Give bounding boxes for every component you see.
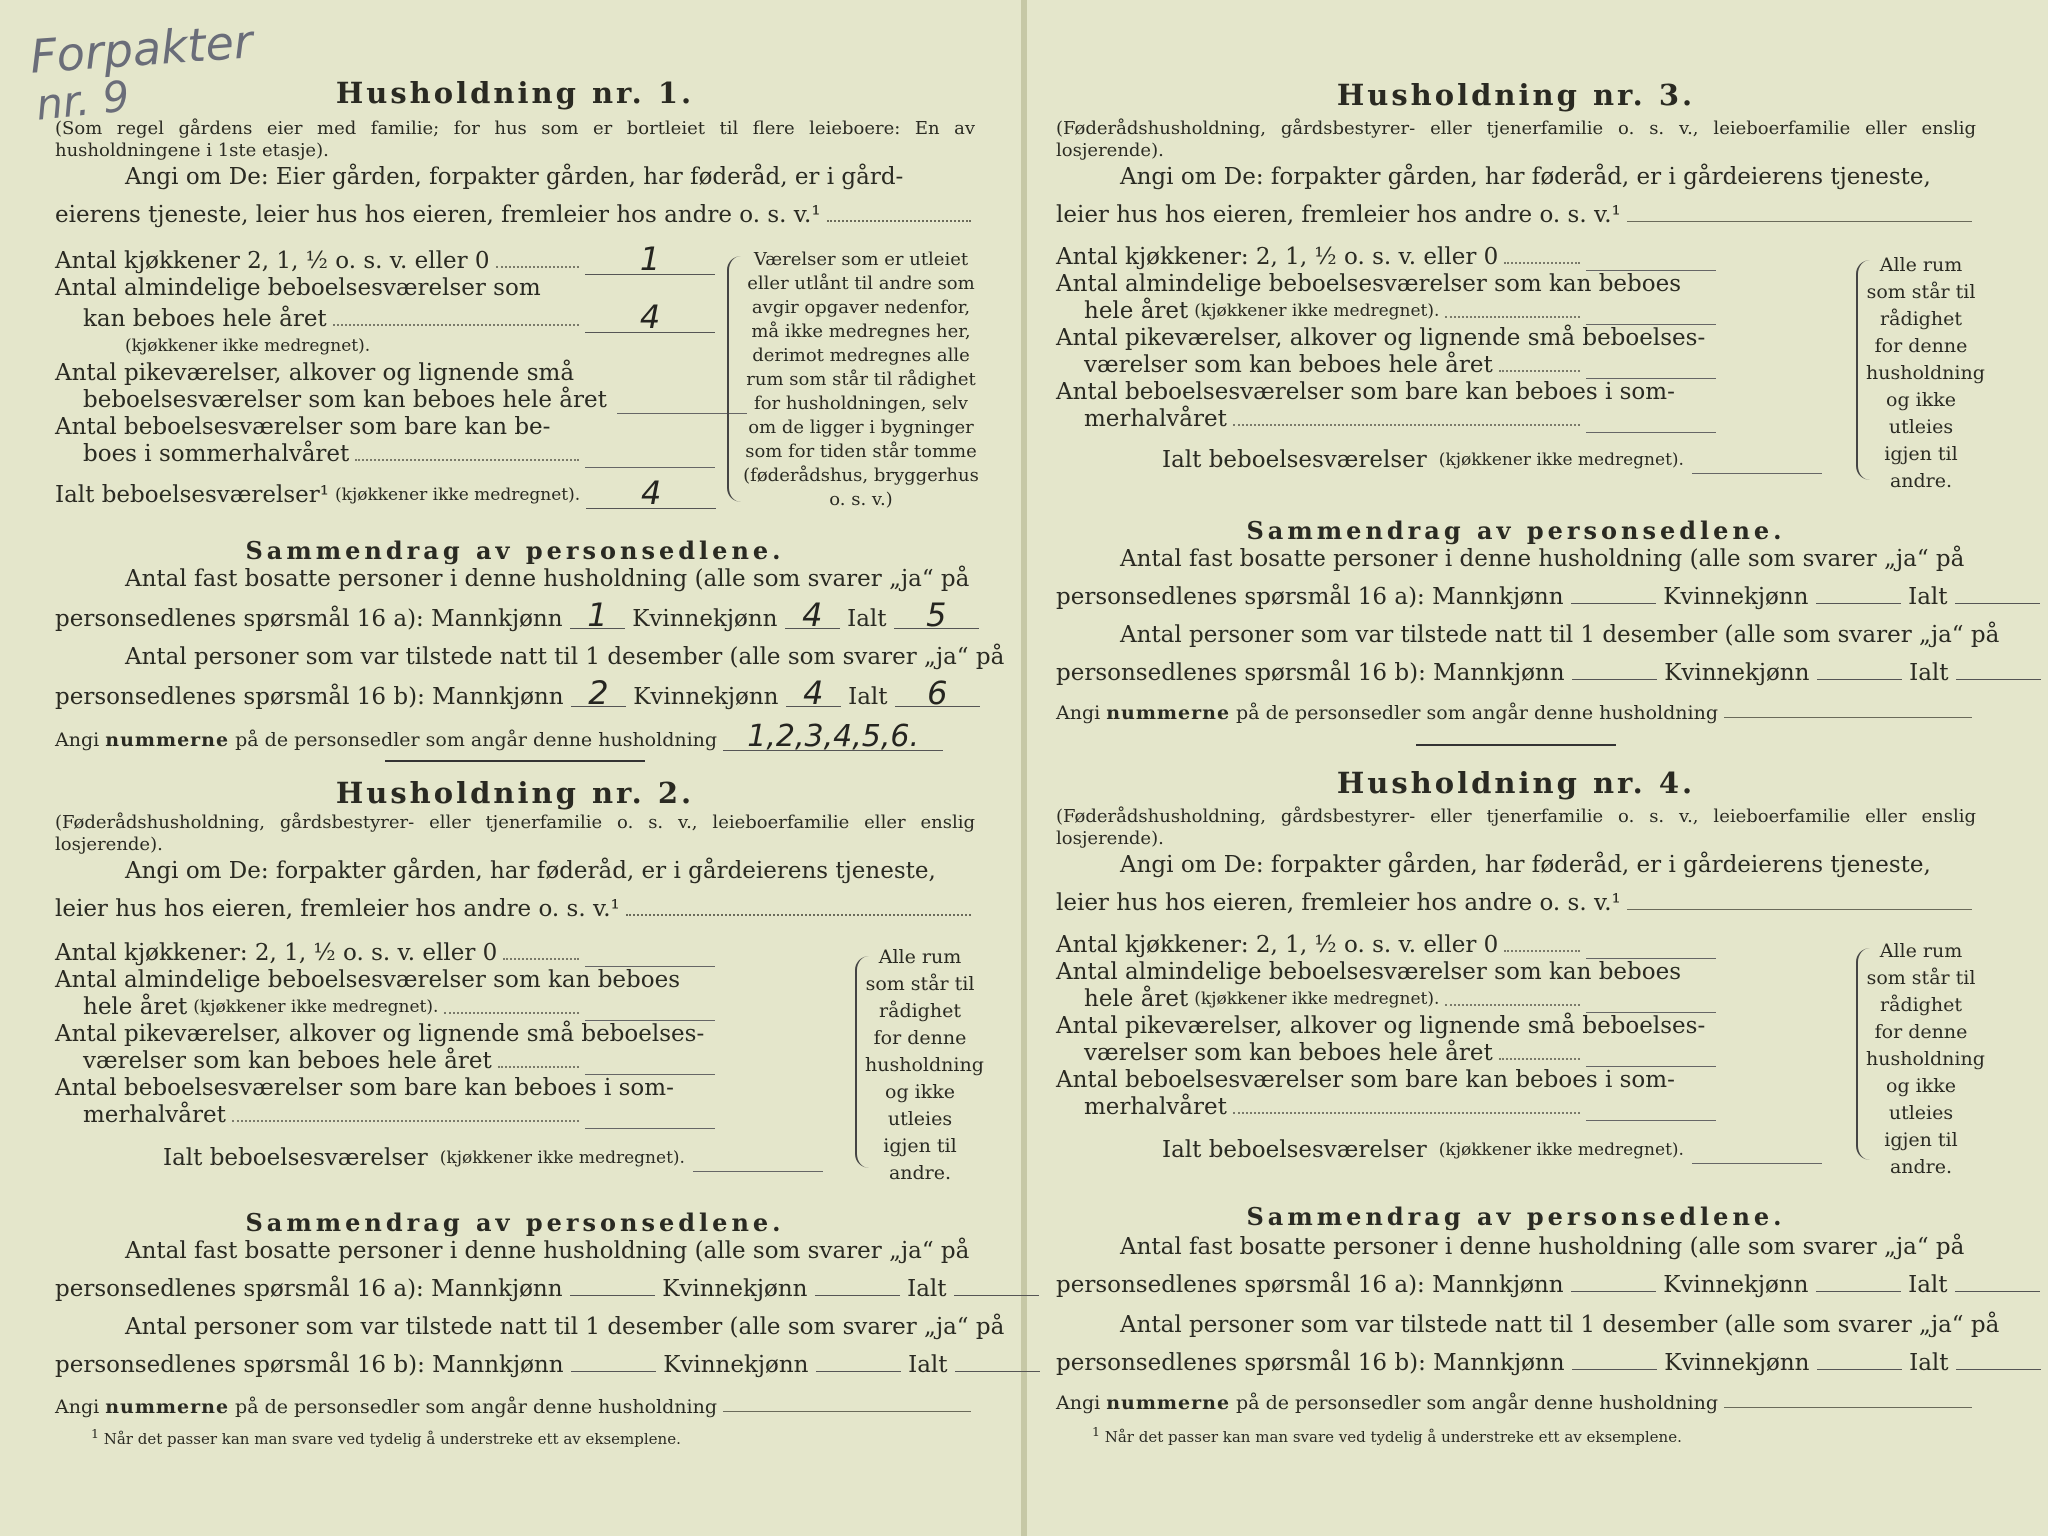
h2-til-mann-label: personsedlenes spørsmål 16 b): Mannkjønn bbox=[55, 1352, 564, 1378]
h1-fast-kvinne[interactable]: 4 bbox=[785, 602, 840, 629]
h3-fast-line-2 bbox=[1056, 584, 2040, 610]
h1-alm-row-2 bbox=[55, 298, 715, 336]
h1-fast-ialt-label: Ialt bbox=[847, 606, 887, 632]
h4-alm-row-1 bbox=[1056, 959, 1716, 986]
h3-angi-line-1: Angi om De: forpakter gården, har føderåd, er i gårdeierens tjeneste, bbox=[1120, 164, 1931, 190]
h2-angi-line-1: Angi om De: forpakter gården, har føderåd, er i gårdeierens tjeneste, bbox=[125, 858, 936, 884]
h1-ialt-small: (kjøkkener ikke medregnet). bbox=[335, 485, 581, 505]
h1-angi-answer-line[interactable] bbox=[827, 220, 971, 222]
dots bbox=[333, 324, 579, 326]
h1-title: Husholdning nr. 1. bbox=[335, 76, 695, 110]
h1-fast-ialt[interactable]: 5 bbox=[894, 602, 979, 629]
h3-fast-mann-label: personsedlenes spørsmål 16 a): Mannkjønn bbox=[1056, 584, 1564, 610]
left-footnote-text: Når det passer kan man svare ved tydelig å understreke ett av eksemplene. bbox=[103, 1430, 681, 1448]
h4-til-kvinne-label: Kvinnekjønn bbox=[1664, 1350, 1810, 1376]
h2-tilstede-line-2 bbox=[55, 1352, 1040, 1378]
h4-ialt-label: Ialt beboelsesværelser bbox=[1162, 1137, 1427, 1163]
h1-til-kvinne[interactable]: 4 bbox=[786, 680, 841, 707]
h2-sum-title: Sammendrag av personsedlene. bbox=[245, 1208, 785, 1237]
h2-nummerne-post: på de personsedler som angår denne husholdning bbox=[235, 1396, 717, 1418]
h3-angi-answer-line[interactable] bbox=[1627, 221, 1972, 222]
h2-fast-mann[interactable] bbox=[570, 1293, 655, 1296]
h4-title: Husholdning nr. 4. bbox=[1336, 766, 1696, 800]
h4-alm-row-2 bbox=[1056, 986, 1716, 1013]
h4-ialt-small: (kjøkkener ikke medregnet). bbox=[1438, 1140, 1684, 1160]
h3-ialt-small: (kjøkkener ikke medregnet). bbox=[1438, 450, 1684, 470]
h2-sommer-value[interactable] bbox=[585, 1126, 715, 1129]
h4-pike-label-1: Antal pikeværelser, alkover og lignende små beboelses- bbox=[1056, 1013, 1706, 1039]
h2-nummerne-pre: Angi bbox=[55, 1396, 100, 1418]
h1-side-bracket bbox=[727, 256, 741, 502]
h3-pike-label-2: værelser som kan beboes hele året bbox=[1084, 352, 1493, 378]
h1-pike-row-1 bbox=[55, 360, 715, 387]
dots bbox=[503, 958, 579, 960]
h4-tilstede-line-2 bbox=[1056, 1350, 2041, 1376]
h3-rooms bbox=[1056, 244, 1716, 474]
h3-sommer-value[interactable] bbox=[1586, 430, 1716, 433]
h4-alm-label-1: Antal almindelige beboelsesværelser som kan beboes bbox=[1056, 959, 1682, 985]
h1-sommer-value[interactable] bbox=[585, 465, 715, 468]
dots bbox=[498, 1066, 579, 1068]
h2-ialt-label: Ialt beboelsesværelser bbox=[163, 1145, 428, 1171]
h3-til-mann[interactable] bbox=[1572, 677, 1657, 680]
h2-alm-label-3: (kjøkkener ikke medregnet). bbox=[193, 997, 439, 1017]
h4-ialt-row bbox=[1056, 1137, 1716, 1164]
h2-sommer-label-2: merhalvåret bbox=[83, 1102, 226, 1128]
h4-til-ialt[interactable] bbox=[1956, 1367, 2041, 1370]
h4-pike-label-2: værelser som kan beboes hele året bbox=[1084, 1040, 1493, 1066]
h3-nummerne-bold: nummerne bbox=[1106, 702, 1231, 724]
h2-alm-label-2: hele året bbox=[83, 994, 188, 1020]
h3-alm-label-2: hele året bbox=[1084, 298, 1189, 324]
h1-sommer-row-1 bbox=[55, 414, 715, 441]
h2-pike-row-1 bbox=[55, 1021, 715, 1048]
dots bbox=[1504, 262, 1580, 264]
h2-title: Husholdning nr. 2. bbox=[335, 776, 695, 810]
h4-til-mann[interactable] bbox=[1572, 1367, 1657, 1370]
h3-kjokken-label: Antal kjøkkener: 2, 1, ½ o. s. v. eller 0 bbox=[1056, 244, 1499, 270]
h3-nummerne-pre: Angi bbox=[1056, 702, 1101, 724]
h1-tilstede-line-1: Antal personer som var tilstede natt til 1 desember (alle som svarer „ja“ på bbox=[125, 644, 1005, 670]
h1-kjokken-value[interactable]: 1 bbox=[585, 244, 715, 275]
h4-side-note: Alle rum som står til rådighet for denne husholdning og ikke utleies igjen til andre. bbox=[1866, 940, 1985, 1178]
h2-ialt-small: (kjøkkener ikke medregnet). bbox=[439, 1148, 685, 1168]
h2-sommer-label-1: Antal beboelsesværelser som bare kan beboes i som- bbox=[55, 1075, 674, 1101]
h4-kjokken-label: Antal kjøkkener: 2, 1, ½ o. s. v. eller 0 bbox=[1056, 932, 1499, 958]
h4-sommer-value[interactable] bbox=[1586, 1118, 1716, 1121]
h2-tilstede-line-1: Antal personer som var tilstede natt til 1 desember (alle som svarer „ja“ på bbox=[125, 1314, 1005, 1340]
h3-sommer-label-2: merhalvåret bbox=[1084, 406, 1227, 432]
h2-side-note: Alle rum som står til rådighet for denne husholdning og ikke utleies igjen til andre. bbox=[865, 946, 984, 1184]
h1-pike-label-2: beboelsesværelser som kan beboes hele året bbox=[83, 387, 607, 413]
h1-ialt-label: Ialt beboelsesværelser¹ bbox=[55, 482, 330, 508]
h3-fast-line-1: Antal fast bosatte personer i denne husholdning (alle som svarer „ja“ på bbox=[1120, 546, 1965, 572]
h1-nummerne-line bbox=[55, 719, 943, 754]
h2-til-kvinne[interactable] bbox=[816, 1369, 901, 1372]
h1-fast-kvinne-label: Kvinnekjønn bbox=[632, 606, 778, 632]
h4-til-kvinne[interactable] bbox=[1817, 1367, 1902, 1370]
h4-fast-line-2 bbox=[1056, 1272, 2040, 1298]
h1-nummerne-value[interactable]: 1,2,3,4,5,6. bbox=[723, 724, 943, 751]
h1-kjokken-row bbox=[55, 240, 715, 278]
h4-fast-kvinne-label: Kvinnekjønn bbox=[1663, 1272, 1809, 1298]
h3-nummerne-post: på de personsedler som angår denne husholdning bbox=[1236, 702, 1718, 724]
h1-til-ialt[interactable]: 6 bbox=[895, 680, 980, 707]
h4-fast-mann-label: personsedlenes spørsmål 16 a): Mannkjønn bbox=[1056, 1272, 1564, 1298]
h1-til-mann-label: personsedlenes spørsmål 16 b): Mannkjønn bbox=[55, 684, 564, 710]
h4-tilstede-line-1: Antal personer som var tilstede natt til 1 desember (alle som svarer „ja“ på bbox=[1120, 1312, 2000, 1338]
h4-angi-line-2-text: leier hus hos eieren, fremleier hos andre o. s. v.¹ bbox=[1056, 890, 1621, 916]
left-page bbox=[55, 0, 1005, 1536]
h1-sommer-row-2 bbox=[55, 441, 715, 468]
h1-alm-label-2: kan beboes hele året bbox=[83, 306, 327, 332]
h4-nummerne-post: på de personsedler som angår denne husholdning bbox=[1236, 1392, 1718, 1414]
dots bbox=[496, 266, 579, 268]
h1-note: (Som regel gårdens eier med familie; for hus som er bortleiet til flere leieboere: En av husholdningene i 1ste etasje). bbox=[55, 118, 975, 161]
h2-angi-line-2 bbox=[55, 896, 975, 922]
h3-til-mann-label: personsedlenes spørsmål 16 b): Mannkjønn bbox=[1056, 660, 1565, 686]
h2-sommer-row-1 bbox=[55, 1075, 715, 1102]
h3-sum-title: Sammendrag av personsedlene. bbox=[1246, 516, 1786, 545]
h3-nummerne-line bbox=[1056, 702, 1976, 724]
h3-title: Husholdning nr. 3. bbox=[1336, 78, 1696, 112]
h2-sommer-row-2 bbox=[55, 1102, 715, 1129]
h1-til-kvinne-label: Kvinnekjønn bbox=[633, 684, 779, 710]
h1-fast-line-2 bbox=[55, 596, 979, 634]
h3-kjokken-row bbox=[1056, 244, 1716, 271]
h2-alm-label-1: Antal almindelige beboelsesværelser som kan beboes bbox=[55, 967, 681, 993]
h1-angi-line-2 bbox=[55, 202, 975, 228]
h4-fast-ialt-label: Ialt bbox=[1908, 1272, 1948, 1298]
h4-alm-label-2: hele året bbox=[1084, 986, 1189, 1012]
dots bbox=[1504, 950, 1580, 952]
h4-angi-line-2 bbox=[1056, 890, 1976, 916]
left-footnote bbox=[55, 1426, 1011, 1448]
h2-nummerne-answer[interactable] bbox=[723, 1411, 971, 1412]
h1-tilstede-line-2 bbox=[55, 674, 980, 712]
h3-ialt-value[interactable] bbox=[1692, 471, 1822, 474]
h1-nummerne-post: på de personsedler som angår denne husholdning bbox=[235, 729, 718, 751]
h3-ialt-row bbox=[1056, 447, 1716, 474]
h3-angi-line-2-text: leier hus hos eieren, fremleier hos andre o. s. v.¹ bbox=[1056, 202, 1621, 228]
h4-nummerne-pre: Angi bbox=[1056, 1392, 1101, 1414]
h1-fast-mann[interactable]: 1 bbox=[570, 602, 625, 629]
h2-fast-line-2 bbox=[55, 1276, 1039, 1302]
h2-pike-label-1: Antal pikeværelser, alkover og lignende små beboelses- bbox=[55, 1021, 705, 1047]
h2-fast-kvinne-label: Kvinnekjønn bbox=[662, 1276, 808, 1302]
h1-alm-row-1 bbox=[55, 275, 715, 302]
h2-kjokken-label: Antal kjøkkener: 2, 1, ½ o. s. v. eller 0 bbox=[55, 940, 498, 966]
h3-pike-row-1 bbox=[1056, 325, 1716, 352]
h3-til-kvinne-label: Kvinnekjønn bbox=[1664, 660, 1810, 686]
h1-sommer-label-2: boes i sommerhalvåret bbox=[83, 441, 350, 467]
dots bbox=[1499, 1058, 1580, 1060]
h2-fast-kvinne[interactable] bbox=[815, 1293, 900, 1296]
dots bbox=[232, 1120, 579, 1122]
h4-kjokken-row bbox=[1056, 932, 1716, 959]
h1-side-note: Værelser som er utleiet eller utlånt til andre som avgir opgaver nedenfor, må ikke medregnes her, derimot medregnes alle rum som står til rådighet for husholdningen, selv om de ligger i bygninger som for tiden står tomme (føderådshus, bryggerhus o. s. v.) bbox=[743, 249, 979, 510]
h4-alm-label-3: (kjøkkener ikke medregnet). bbox=[1194, 989, 1440, 1009]
h3-til-ialt[interactable] bbox=[1956, 677, 2041, 680]
h1-fast-line-1: Antal fast bosatte personer i denne husholdning (alle som svarer „ja“ på bbox=[125, 566, 970, 592]
h1-sommer-label-1: Antal beboelsesværelser som bare kan be- bbox=[55, 414, 551, 440]
margin-note-forpakter: Forpakter bbox=[28, 14, 255, 84]
h2-angi-line-2-text: leier hus hos eieren, fremleier hos andre o. s. v.¹ bbox=[55, 896, 620, 922]
left-footnote-mark: 1 bbox=[91, 1426, 99, 1441]
h3-tilstede-line-1: Antal personer som var tilstede natt til 1 desember (alle som svarer „ja“ på bbox=[1120, 622, 2000, 648]
h1-ialt-value[interactable]: 4 bbox=[586, 478, 716, 509]
h2-nummerne-bold: nummerne bbox=[105, 1396, 230, 1418]
h3-alm-row-1 bbox=[1056, 271, 1716, 298]
h3-fast-ialt[interactable] bbox=[1955, 601, 2040, 604]
h3-tilstede-line-2 bbox=[1056, 660, 2041, 686]
h1-til-mann[interactable]: 2 bbox=[571, 680, 626, 707]
h1-pike-label-1: Antal pikeværelser, alkover og lignende små bbox=[55, 360, 575, 386]
h2-nummerne-line bbox=[55, 1396, 975, 1418]
h4-til-ialt-label: Ialt bbox=[1909, 1350, 1949, 1376]
h3-fast-mann[interactable] bbox=[1571, 601, 1656, 604]
h4-nummerne-answer[interactable] bbox=[1724, 1407, 1972, 1408]
h2-rooms bbox=[55, 940, 715, 1172]
dots bbox=[1233, 424, 1580, 426]
dots bbox=[444, 1012, 579, 1014]
h3-fast-ialt-label: Ialt bbox=[1908, 584, 1948, 610]
h2-til-kvinne-label: Kvinnekjønn bbox=[663, 1352, 809, 1378]
h2-ialt-row bbox=[55, 1145, 715, 1172]
h3-sommer-row-2 bbox=[1056, 406, 1716, 433]
h2-fast-mann-label: personsedlenes spørsmål 16 a): Mannkjønn bbox=[55, 1276, 563, 1302]
h4-angi-line-1: Angi om De: forpakter gården, har føderåd, er i gårdeierens tjeneste, bbox=[1120, 852, 1931, 878]
h1-nummerne-pre: Angi bbox=[55, 729, 100, 751]
h4-nummerne-bold: nummerne bbox=[1106, 1392, 1231, 1414]
h2-alm-row-2 bbox=[55, 994, 715, 1021]
h1-alm-row-3 bbox=[55, 333, 715, 360]
h4-til-mann-label: personsedlenes spørsmål 16 b): Mannkjønn bbox=[1056, 1350, 1565, 1376]
h4-fast-ialt[interactable] bbox=[1955, 1289, 2040, 1292]
margin-note-number: nr. 9 bbox=[33, 71, 132, 130]
h1-alm-label-3: (kjøkkener ikke medregnet). bbox=[125, 336, 371, 356]
right-page bbox=[1056, 0, 2000, 1536]
dots bbox=[1499, 370, 1580, 372]
h4-nummerne-line bbox=[1056, 1392, 1976, 1414]
h4-sum-title: Sammendrag av personsedlene. bbox=[1246, 1202, 1786, 1231]
dots bbox=[1233, 1112, 1580, 1114]
h2-til-ialt-label: Ialt bbox=[908, 1352, 948, 1378]
h2-fast-line-1: Antal fast bosatte personer i denne husholdning (alle som svarer „ja“ på bbox=[125, 1238, 970, 1264]
h3-nummerne-answer[interactable] bbox=[1724, 717, 1972, 718]
h1-fast-mann-label: personsedlenes spørsmål 16 a): Mannkjønn bbox=[55, 606, 563, 632]
h1-til-ialt-label: Ialt bbox=[848, 684, 888, 710]
h2-til-ialt[interactable] bbox=[955, 1369, 1040, 1372]
h2-kjokken-row bbox=[55, 940, 715, 967]
h4-fast-line-1: Antal fast bosatte personer i denne husholdning (alle som svarer „ja“ på bbox=[1120, 1234, 1965, 1260]
h3-ialt-label: Ialt beboelsesværelser bbox=[1162, 447, 1427, 473]
h1-end-rule bbox=[385, 760, 645, 762]
h3-alm-label-3: (kjøkkener ikke medregnet). bbox=[1194, 301, 1440, 321]
h2-ialt-value[interactable] bbox=[693, 1169, 823, 1172]
h1-angi-line-1: Angi om De: Eier gården, forpakter gården, har føderåd, er i gård- bbox=[125, 164, 904, 190]
h4-sommer-row-1 bbox=[1056, 1067, 1716, 1094]
h3-sommer-label-1: Antal beboelsesværelser som bare kan beboes i som- bbox=[1056, 379, 1675, 405]
right-footnote bbox=[1056, 1424, 2012, 1446]
h2-pike-label-2: værelser som kan beboes hele året bbox=[83, 1048, 492, 1074]
dots bbox=[1445, 1004, 1580, 1006]
h3-alm-label-1: Antal almindelige beboelsesværelser som kan beboes bbox=[1056, 271, 1682, 297]
h4-angi-answer-line[interactable] bbox=[1627, 909, 1972, 910]
h1-angi-line-2-text: eierens tjeneste, leier hus hos eieren, fremleier hos andre o. s. v.¹ bbox=[55, 202, 821, 228]
h3-note: (Føderådshusholdning, gårdsbestyrer- eller tjenerfamilie o. s. v., leieboerfamilie eller enslig losjerende). bbox=[1056, 118, 1976, 161]
h2-fast-ialt-label: Ialt bbox=[907, 1276, 947, 1302]
dots bbox=[355, 459, 579, 461]
h4-sommer-label-2: merhalvåret bbox=[1084, 1094, 1227, 1120]
h2-fast-ialt[interactable] bbox=[954, 1293, 1039, 1296]
h2-alm-row-1 bbox=[55, 967, 715, 994]
h4-sommer-row-2 bbox=[1056, 1094, 1716, 1121]
h4-ialt-value[interactable] bbox=[1692, 1161, 1822, 1164]
h3-alm-row-2 bbox=[1056, 298, 1716, 325]
h1-kjokken-label: Antal kjøkkener 2, 1, ½ o. s. v. eller 0 bbox=[55, 248, 490, 274]
h4-pike-row-2 bbox=[1056, 1040, 1716, 1067]
right-footnote-text: Når det passer kan man svare ved tydelig å understreke ett av eksemplene. bbox=[1104, 1428, 1682, 1446]
h3-pike-label-1: Antal pikeværelser, alkover og lignende små beboelses- bbox=[1056, 325, 1706, 351]
h1-alm-label-1: Antal almindelige beboelsesværelser som bbox=[55, 275, 541, 301]
h3-fast-kvinne-label: Kvinnekjønn bbox=[1663, 584, 1809, 610]
h3-angi-line-2 bbox=[1056, 202, 1976, 228]
h1-pike-row-2 bbox=[55, 387, 715, 414]
h3-pike-row-2 bbox=[1056, 352, 1716, 379]
h1-alm-value[interactable]: 4 bbox=[585, 302, 715, 333]
h4-rooms bbox=[1056, 932, 1716, 1164]
h4-fast-kvinne[interactable] bbox=[1816, 1289, 1901, 1292]
h3-til-kvinne[interactable] bbox=[1817, 677, 1902, 680]
h4-note: (Føderådshusholdning, gårdsbestyrer- eller tjenerfamilie o. s. v., leieboerfamilie eller enslig losjerende). bbox=[1056, 806, 1976, 849]
h2-pike-row-2 bbox=[55, 1048, 715, 1075]
h3-end-rule bbox=[1416, 744, 1616, 746]
right-footnote-mark: 1 bbox=[1092, 1424, 1100, 1439]
h2-til-mann[interactable] bbox=[571, 1369, 656, 1372]
h2-note: (Føderådshusholdning, gårdsbestyrer- eller tjenerfamilie o. s. v., leieboerfamilie eller enslig losjerende). bbox=[55, 812, 975, 855]
h3-til-ialt-label: Ialt bbox=[1909, 660, 1949, 686]
h1-rooms bbox=[55, 240, 715, 512]
h1-sum-title: Sammendrag av personsedlene. bbox=[245, 536, 785, 565]
h3-sommer-row-1 bbox=[1056, 379, 1716, 406]
dots bbox=[1445, 316, 1580, 318]
h3-side-note: Alle rum som står til rådighet for denne husholdning og ikke utleies igjen til andre. bbox=[1866, 254, 1985, 492]
h4-pike-row-1 bbox=[1056, 1013, 1716, 1040]
page-fold bbox=[1021, 0, 1027, 1536]
h1-nummerne-bold: nummerne bbox=[105, 729, 230, 751]
h2-angi-answer-line[interactable] bbox=[626, 914, 971, 916]
h1-ialt-row bbox=[55, 474, 715, 512]
h4-sommer-label-1: Antal beboelsesværelser som bare kan beboes i som- bbox=[1056, 1067, 1675, 1093]
h4-fast-mann[interactable] bbox=[1571, 1289, 1656, 1292]
h3-fast-kvinne[interactable] bbox=[1816, 601, 1901, 604]
